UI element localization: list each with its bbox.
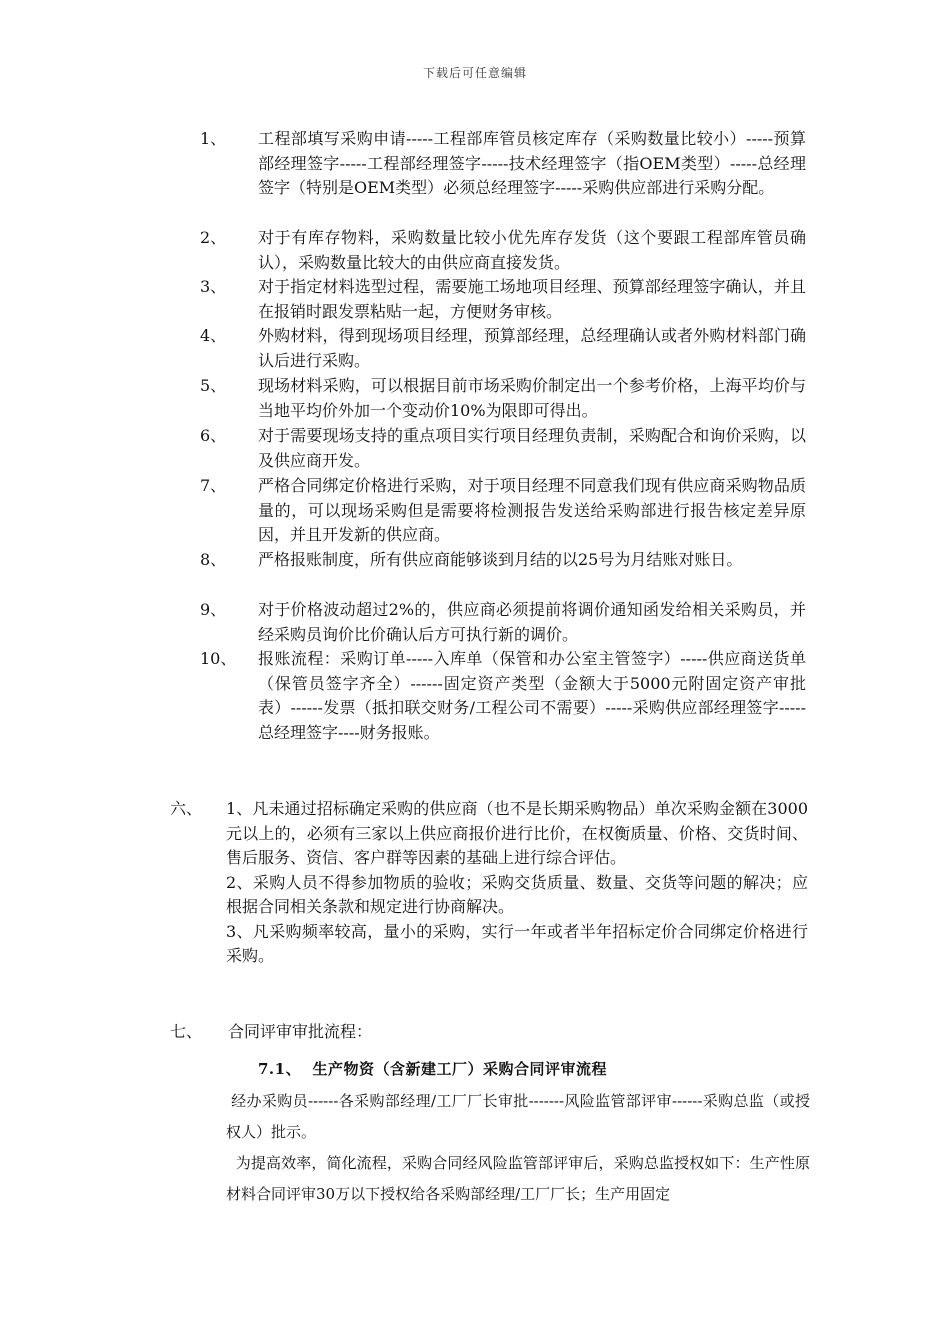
list-item-number: 7、 bbox=[200, 476, 227, 495]
list-item-text: 对于价格波动超过2%的，供应商必须提前将调价通知函发给相关采购员，并经采购员询价比价确认后方可执行新的调价。 bbox=[258, 600, 806, 644]
list-item-text: 严格报账制度，所有供应商能够谈到月结的以25号为月结账对账日。 bbox=[258, 550, 743, 569]
list-item-text: 外购材料，得到现场项目经理，预算部经理，总经理确认或者外购材料部门确认后进行采购。 bbox=[258, 326, 806, 370]
list-item-number: 2、 bbox=[200, 228, 227, 247]
list-item-number: 4、 bbox=[200, 326, 227, 345]
section-paragraph: 1、凡未通过招标确定采购的供应商（也不是长期采购物品）单次采购金额在3000元以上的，必须有三家以上供应商报价进行比价，在权衡质量、价格、交货时间、售后服务、资信、客户群等因素的基础上进行综合评估。 bbox=[226, 799, 808, 867]
list-item-number: 6、 bbox=[200, 426, 227, 445]
section-paragraph: 3、凡采购频率较高，量小的采购，实行一年或者半年招标定价合同绑定价格进行采购。 bbox=[226, 921, 808, 965]
list-item-number: 1、 bbox=[200, 129, 227, 148]
section-paragraph: 为提高效率，简化流程，采购合同经风险监管部评审后，采购总监授权如下：生产性原材料合同评审30万以下授权给各采购部经理/工厂厂长；生产用固定 bbox=[226, 1154, 810, 1203]
list-item-text: 报账流程：采购订单-----入库单（保管和办公室主管签字）-----供应商送货单（保管员签字齐全）------固定资产类型（金额大于5000元附固定资产审批表）------发票（抵扣联交财务/工程公司不需要）-----采购供应部经理签字-----总经理签字----财务报账。 bbox=[258, 649, 806, 742]
section-paragraph: 2、采购人员不得参加物质的验收；采购交货质量、数量、交货等问题的解决；应根据合同相关条款和规定进行协商解决。 bbox=[226, 872, 808, 916]
list-item-text: 工程部填写采购申请-----工程部库管员核定库存（采购数量比较小）-----预算部经理签字-----工程部经理签字-----技术经理签字（指OEM类型）-----总经理签字（特别是OEM类型）必须总经理签字-----采购供应部进行采购分配。 bbox=[258, 129, 806, 197]
list-item-number: 8、 bbox=[200, 550, 227, 569]
section-body bbox=[226, 1086, 810, 1210]
section-body bbox=[226, 797, 808, 969]
list-item-text: 对于需要现场支持的重点项目实行项目经理负责制，采购配合和询价采购，以及供应商开发。 bbox=[258, 426, 806, 470]
page-header: 下载后可任意编辑 bbox=[422, 66, 527, 80]
list-item-text: 对于指定材料选型过程，需要施工场地项目经理、预算部经理签字确认，并且在报销时跟发票粘贴一起，方便财务审核。 bbox=[258, 277, 806, 321]
section-title: 合同评审审批流程： bbox=[228, 1022, 373, 1041]
list-item-text: 严格合同绑定价格进行采购，对于项目经理不同意我们现有供应商采购物品质量的，可以现场采购但是需要将检测报告发送给采购部进行报告核定差异原因，并且开发新的供应商。 bbox=[258, 476, 806, 544]
list-item-number: 5、 bbox=[200, 376, 227, 395]
section-number: 七、 bbox=[170, 1022, 203, 1041]
list-item-text: 现场材料采购，可以根据目前市场采购价制定出一个参考价格，上海平均价与当地平均价外加一个变动价10%为限即可得出。 bbox=[258, 376, 806, 420]
list-item-text: 对于有库存物料，采购数量比较小优先库存发货（这个要跟工程部库管员确认），采购数量比较大的由供应商直接发货。 bbox=[258, 228, 806, 272]
list-item-number: 3、 bbox=[200, 277, 227, 296]
list-item-number: 9、 bbox=[200, 600, 227, 619]
list-item-number: 10、 bbox=[200, 649, 237, 668]
section-number: 六、 bbox=[170, 799, 203, 818]
subsection-title: 7.1、 生产物资（含新建工厂）采购合同评审流程 bbox=[258, 1060, 608, 1078]
section-paragraph: 经办采购员------各采购部经理/工厂厂长审批-------风险监管部评审------采购总监（或授权人）批示。 bbox=[226, 1092, 810, 1141]
